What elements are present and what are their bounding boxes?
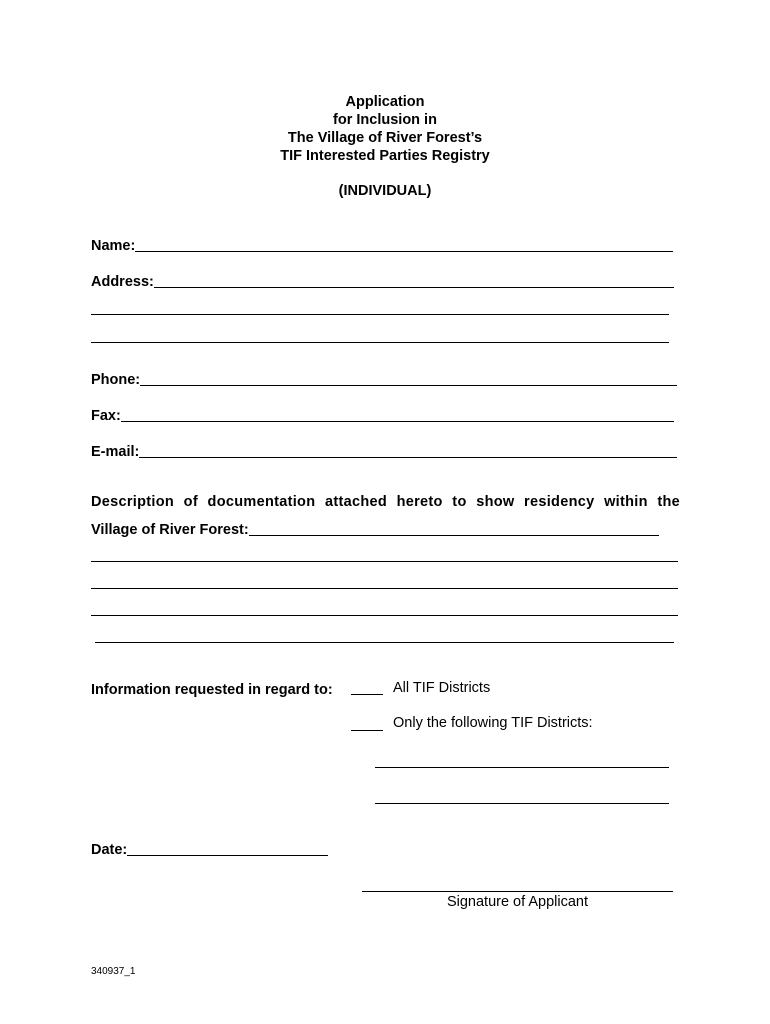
phone-field[interactable] (140, 371, 677, 386)
name-row (91, 236, 673, 254)
phone-row (91, 370, 677, 388)
email-field[interactable] (139, 443, 677, 458)
address-field-line-2[interactable] (91, 314, 669, 315)
title-line-1: Application (345, 94, 425, 110)
residency-field-line-4[interactable] (91, 615, 678, 616)
info-request-label: Information requested in regard to: (91, 682, 333, 698)
date-row (91, 840, 328, 858)
address-field-line-1[interactable] (154, 273, 674, 288)
address-field-line-3[interactable] (91, 342, 669, 343)
all-districts-checkbox-blank[interactable] (351, 694, 383, 695)
name-field[interactable] (135, 237, 673, 252)
form-subtitle: (INDIVIDUAL) (338, 183, 432, 199)
date-label: Date: (91, 842, 128, 858)
residency-row (91, 520, 659, 538)
residency-field-line-5[interactable] (95, 642, 674, 643)
district-field-line-2[interactable] (375, 803, 669, 804)
fax-row (91, 406, 674, 424)
form-title (0, 93, 770, 165)
following-districts-option-label: Only the following TIF Districts: (393, 715, 593, 731)
document-id: 340937_1 (91, 966, 136, 977)
email-row (91, 442, 677, 460)
residency-field-line-2[interactable] (91, 561, 678, 562)
name-label: Name: (91, 238, 136, 254)
residency-field-line-1[interactable] (249, 521, 659, 536)
fax-field[interactable] (121, 407, 674, 422)
all-districts-option-label: All TIF Districts (393, 680, 491, 696)
signature-field[interactable] (362, 891, 673, 892)
residency-field-line-3[interactable] (91, 588, 678, 589)
title-line-2: for Inclusion in (333, 112, 437, 128)
residency-label: Village of River Forest: (91, 522, 249, 538)
description-text: Description of documentation attached hereto to show residency within the (91, 494, 680, 510)
title-line-3: The Village of River Forest’s (287, 130, 483, 146)
signature-label: Signature of Applicant (446, 894, 589, 910)
district-field-line-1[interactable] (375, 767, 669, 768)
phone-label: Phone: (91, 372, 141, 388)
info-request-row (91, 680, 333, 698)
address-row (91, 272, 674, 290)
fax-label: Fax: (91, 408, 121, 424)
address-label: Address: (91, 274, 154, 290)
date-field[interactable] (127, 841, 328, 856)
following-districts-checkbox-blank[interactable] (351, 730, 383, 731)
title-line-4: TIF Interested Parties Registry (280, 148, 490, 164)
email-label: E-mail: (91, 444, 140, 460)
